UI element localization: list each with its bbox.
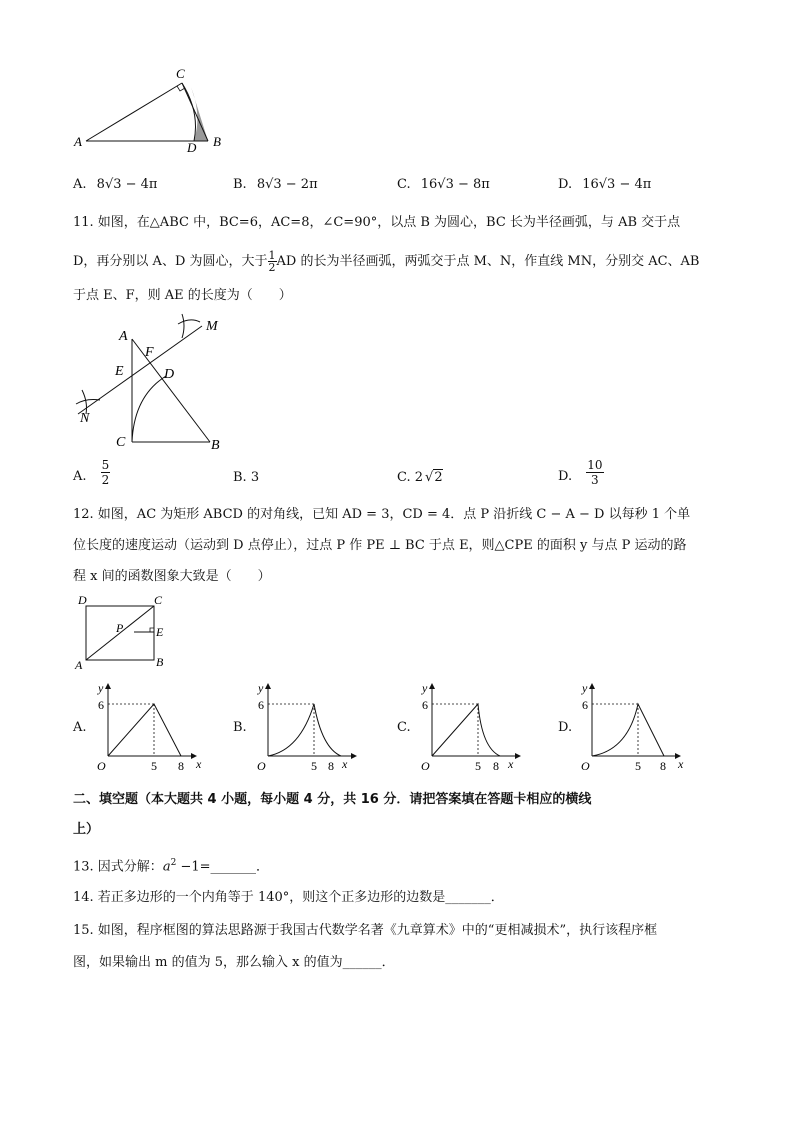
q13-var: a — [162, 859, 171, 875]
q10-label-b: B — [213, 134, 221, 149]
q12-graph-d — [576, 678, 691, 774]
option-letter: A. — [73, 720, 87, 735]
q11-label-a: A — [119, 329, 128, 344]
option-value: C. 2 — [397, 470, 424, 485]
q15-line-2 — [73, 955, 395, 970]
q12-rectangle-figure — [70, 592, 180, 672]
q14-blank[interactable]: _______ — [445, 890, 491, 905]
q12-label-d: D — [78, 593, 87, 607]
q11-construction-figure — [70, 312, 240, 452]
q11-fraction: $\frac{1}{2}$ — [268, 249, 276, 274]
option-fraction: $\frac{5}{2}$ — [101, 458, 110, 487]
q11-option-d[interactable] — [558, 458, 604, 487]
option-letter: A. — [73, 469, 87, 484]
option-value: 16√3 − 8π — [420, 177, 490, 192]
q13-prefix: 13. 因式分解： — [73, 859, 163, 875]
q14-text: 14. 若正多边形的一个内角等于 140°，则这个正多边形的边数是 — [73, 890, 446, 905]
option-letter: D. — [558, 720, 573, 735]
graph-tick-8: 8 — [178, 759, 184, 773]
q10-label-d: D — [187, 140, 197, 155]
graph-tick-5: 5 — [635, 759, 641, 773]
graph-y-label: y — [258, 681, 264, 695]
section-2-heading-line-1: 二、填空题（本大题共 4 小题，每小题 4 分，共 16 分．请把答案填在答题卡相应的横线 — [73, 792, 592, 807]
q11-line-2a: D，再分别以 A、D 为圆心，大于 — [73, 254, 268, 269]
q12-option-c[interactable] — [397, 720, 411, 735]
q13-rest: −1= — [176, 859, 211, 875]
graph-x-label: x — [678, 757, 684, 771]
q12-graph-c — [416, 678, 531, 774]
q12-graph-a — [92, 678, 207, 774]
q11-label-d: D — [164, 367, 175, 382]
q11-option-b[interactable] — [233, 470, 259, 485]
option-letter: B. — [233, 177, 247, 192]
q10-option-c[interactable] — [397, 177, 490, 192]
q12-option-b[interactable] — [233, 720, 247, 735]
q12-label-a: A — [75, 658, 83, 672]
q11-option-a[interactable] — [73, 458, 110, 487]
graph-origin: O — [421, 759, 430, 773]
graph-curve — [108, 704, 181, 756]
option-value: 16√3 − 4π — [582, 177, 652, 192]
q11-line-2b: AD 的长为半径画弧，两弧交于点 M、N，作直线 MN，分别交 AC、AB — [276, 254, 700, 269]
section-2-heading-line-2: 上） — [73, 822, 100, 837]
q14 — [73, 890, 504, 905]
q15-blank[interactable]: ______ — [342, 955, 382, 970]
q10-option-b[interactable] — [233, 177, 318, 192]
graph-tick-5: 5 — [151, 759, 157, 773]
q10-triangle-figure — [70, 60, 240, 160]
option-value: 8√3 − 2π — [256, 177, 318, 192]
option-letter: A. — [73, 177, 87, 192]
q12-label-b: B — [156, 655, 164, 669]
q12-option-d[interactable] — [558, 720, 572, 735]
graph-tick-5: 5 — [475, 759, 481, 773]
option-letter: B. — [233, 720, 247, 735]
graph-curve — [432, 704, 500, 756]
q11-label-e: E — [115, 364, 124, 379]
q12-option-a[interactable] — [73, 720, 87, 735]
graph-tick-6: 6 — [258, 698, 264, 712]
q11-line-2 — [73, 250, 700, 273]
q12-label-c: C — [154, 593, 163, 607]
q10-label-a: A — [74, 134, 82, 149]
option-letter: D. — [558, 177, 573, 192]
q11-label-b: B — [211, 438, 220, 453]
option-letter: C. — [397, 177, 411, 192]
q10-label-c: C — [176, 66, 185, 81]
graph-y-label: y — [582, 681, 588, 695]
q11-label-c: C — [116, 435, 126, 450]
option-value: 8√3 − 4π — [96, 177, 158, 192]
q12-line-1: 12. 如图，AC 为矩形 ABCD 的对角线，已知 AD = 3，CD = 4．点 P 沿折线 C − A − D 以每秒 1 个单 — [73, 507, 691, 522]
q11-label-f: F — [145, 345, 154, 360]
graph-origin: O — [581, 759, 590, 773]
graph-tick-6: 6 — [582, 698, 588, 712]
graph-origin: O — [97, 759, 106, 773]
graph-tick-8: 8 — [328, 759, 334, 773]
graph-curve — [592, 704, 664, 756]
q15-text: 图，如果输出 m 的值为 5，那么输入 x 的值为 — [73, 955, 343, 970]
q11-line-3: 于点 E、F，则 AE 的长度为（ ） — [73, 288, 292, 303]
graph-y-label: y — [422, 681, 428, 695]
graph-x-label: x — [196, 757, 202, 771]
graph-tick-8: 8 — [493, 759, 499, 773]
q12-line-3: 程 x 间的函数图象大致是（ ） — [73, 569, 271, 584]
graph-curve — [268, 704, 341, 756]
graph-origin: O — [257, 759, 266, 773]
graph-tick-5: 5 — [311, 759, 317, 773]
option-value: B. 3 — [233, 470, 260, 485]
q13-exp: 2 — [170, 858, 177, 868]
q15-line-1: 15. 如图，程序框图的算法思路源于我国古代数学名著《九章算术》中的“更相减损术”，执行该程序框 — [73, 923, 658, 938]
q11-label-m: M — [206, 319, 218, 334]
option-radicand: 2 — [434, 470, 443, 485]
q10-option-a[interactable] — [73, 177, 157, 192]
q12-graph-b — [252, 678, 367, 774]
q15-end: ． — [381, 955, 395, 970]
q12-label-e: E — [156, 625, 164, 639]
q10-shaded-region — [191, 87, 208, 141]
option-fraction: $\frac{10}{3}$ — [587, 458, 603, 487]
option-letter: C. — [397, 720, 411, 735]
option-letter: D. — [558, 469, 573, 484]
graph-x-label: x — [508, 757, 514, 771]
q13-blank[interactable]: _______ — [210, 859, 257, 875]
q10-option-d[interactable] — [558, 177, 651, 192]
graph-tick-8: 8 — [660, 759, 666, 773]
q11-line-1: 11. 如图，在△ABC 中，BC=6，AC=8，∠C=90°，以点 B 为圆心，BC 长为半径画弧，与 AB 交于点 — [73, 215, 681, 230]
graph-tick-6: 6 — [98, 698, 104, 712]
q13 — [73, 856, 269, 874]
q11-option-c[interactable]: C. 2 √2 — [397, 470, 443, 485]
graph-y-label: y — [98, 681, 104, 695]
q11-label-n: N — [80, 411, 90, 426]
graph-x-label: x — [342, 757, 348, 771]
q12-label-p: P — [116, 621, 124, 635]
q13-end: ． — [256, 859, 270, 875]
q12-line-2: 位长度的速度运动（运动到 D 点停止），过点 P 作 PE ⊥ BC 于点 E，则△CPE 的面积 y 与点 P 运动的路 — [73, 538, 687, 553]
graph-tick-6: 6 — [422, 698, 428, 712]
q14-end: ． — [490, 890, 504, 905]
